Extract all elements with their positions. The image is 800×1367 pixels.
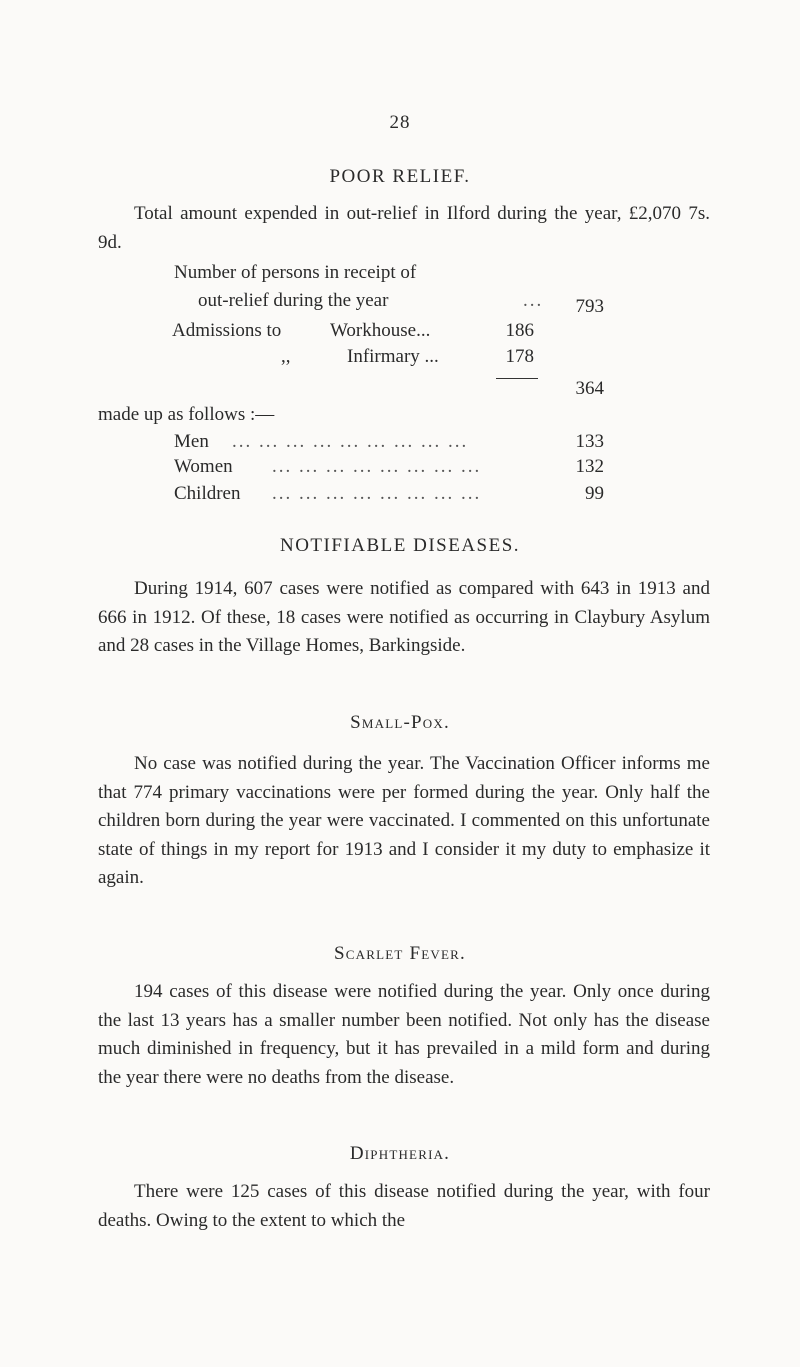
subtotal-rule	[496, 378, 538, 379]
breakdown-men-value: 133	[575, 431, 604, 452]
poor-relief-intro: Total amount expended in out-relief in Ilford during the year, £2,070 7s. 9d.	[98, 203, 710, 253]
notifiable-diseases-paragraph: During 1914, 607 cases were notified as compared with 643 in 1913 and 666 in 1912. Of these, 18 cases were notified as occurring in Claybury Asylum and 28 cases in the Village Homes, Barkingside.	[98, 578, 710, 657]
small-pox-heading: Small-Pox.	[350, 712, 450, 733]
small-pox-paragraph: No case was notified during the year. The Vaccination Officer informs me that 774 primary vaccinations were per formed during the year. Only half the children born during the year were vaccinated. I commented on this unfortunate state of things in my report for 1913 and I consider it my duty to emphasize it again.	[98, 753, 710, 889]
diphtheria-paragraph: There were 125 cases of this disease notified during the year, with four deaths. Owing to the extent to which the	[98, 1181, 710, 1231]
poor-relief-heading: POOR RELIEF.	[329, 166, 471, 187]
breakdown-children-label: Children	[174, 483, 241, 504]
persons-label-line2: out-relief during the year	[198, 290, 389, 311]
persons-label-line1: Number of persons in receipt of	[174, 262, 417, 283]
ditto-mark: ,,	[281, 346, 291, 367]
diphtheria-heading: Diphtheria.	[349, 1143, 451, 1164]
persons-value: 793	[575, 296, 604, 317]
admissions-total: 364	[575, 378, 604, 399]
scarlet-fever-paragraph: 194 cases of this disease were notified during the year. Only once during the last 13 years has a smaller number been notified. Not only has the disease much diminished in frequency, but it has prevailed in a mild form and during the year there were no deaths from the disease.	[98, 981, 710, 1088]
breakdown-women-leader: ... ... ... ... ... ... ... ...	[272, 456, 482, 477]
breakdown-women-label: Women	[174, 456, 233, 477]
infirmary-label: Infirmary ...	[347, 346, 439, 367]
breakdown-children-leader: ... ... ... ... ... ... ... ...	[272, 483, 482, 504]
workhouse-label: Workhouse...	[330, 320, 431, 341]
infirmary-value: 178	[505, 346, 534, 367]
breakdown-children-value: 99	[585, 483, 604, 504]
persons-leader: ...	[523, 290, 544, 311]
made-up-label: made up as follows :—	[98, 404, 275, 425]
scarlet-fever-heading: Scarlet Fever.	[334, 943, 466, 964]
admissions-label: Admissions to	[172, 320, 282, 341]
page-number: 28	[389, 112, 411, 133]
notifiable-diseases-heading: NOTIFIABLE DISEASES.	[279, 535, 521, 556]
workhouse-value: 186	[505, 320, 534, 341]
breakdown-men-label: Men	[174, 431, 209, 452]
breakdown-women-value: 132	[575, 456, 604, 477]
breakdown-men-leader: ... ... ... ... ... ... ... ... ...	[232, 431, 469, 452]
